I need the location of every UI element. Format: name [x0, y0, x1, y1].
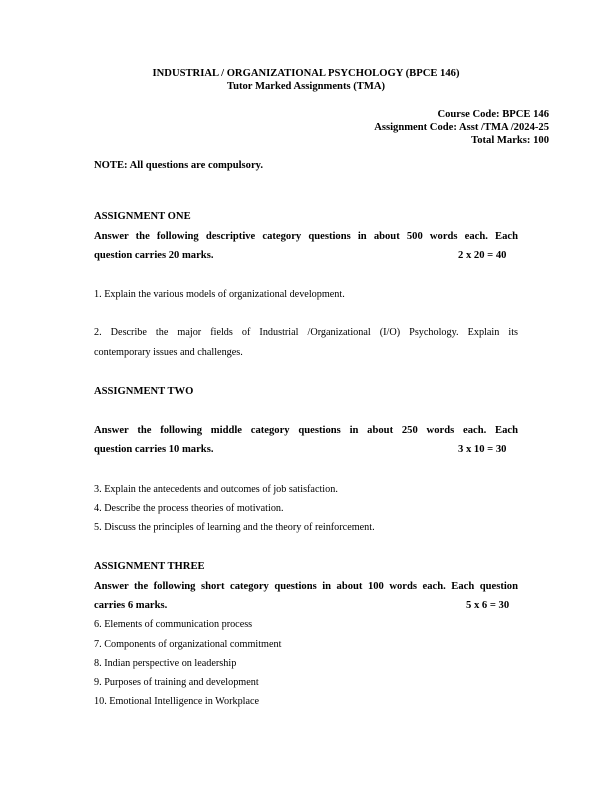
question-2-line2: contemporary issues and challenges.	[94, 347, 243, 358]
assignment-two-heading: ASSIGNMENT TWO	[94, 386, 194, 397]
assignment-code: Assignment Code: Asst /TMA /2024-25	[374, 122, 549, 133]
question-8: 8. Indian perspective on leadership	[94, 658, 237, 669]
question-6: 6. Elements of communication process	[94, 619, 253, 630]
assignment-one-instruction-line1: Answer the following descriptive category questions in about 500 words each. Each	[94, 231, 518, 242]
assignment-three-instruction-line2: carries 6 marks.	[94, 600, 168, 611]
assignment-two-instruction-line1: Answer the following middle category questions in about 250 words each. Each	[94, 425, 518, 436]
question-1: 1. Explain the various models of organizational development.	[94, 289, 345, 300]
document-title: INDUSTRIAL / ORGANIZATIONAL PSYCHOLOGY (BPCE 146)	[152, 68, 460, 79]
question-5: 5. Discuss the principles of learning and the theory of reinforcement.	[94, 522, 375, 533]
assignment-three-marks: 5 x 6 = 30	[466, 600, 510, 611]
assignment-one-marks: 2 x 20 = 40	[458, 250, 507, 261]
question-2-line1: 2. Describe the major fields of Industrial /Organizational (I/O) Psychology. Explain its	[94, 327, 518, 338]
question-7: 7. Components of organizational commitment	[94, 639, 282, 650]
assignment-three-heading: ASSIGNMENT THREE	[94, 561, 205, 572]
note-text: NOTE: All questions are compulsory.	[94, 160, 264, 171]
document-subtitle: Tutor Marked Assignments (TMA)	[226, 81, 386, 92]
assignment-three-instruction-line1: Answer the following short category questions in about 100 words each. Each question	[94, 581, 518, 592]
assignment-two-instruction-line2: question carries 10 marks.	[94, 444, 214, 455]
question-10: 10. Emotional Intelligence in Workplace	[94, 696, 260, 707]
question-9: 9. Purposes of training and development	[94, 677, 259, 688]
assignment-one-instruction-line2: question carries 20 marks.	[94, 250, 214, 261]
course-code: Course Code: BPCE 146	[437, 109, 549, 120]
assignment-one-heading: ASSIGNMENT ONE	[94, 211, 191, 222]
question-3: 3. Explain the antecedents and outcomes of job satisfaction.	[94, 484, 338, 495]
question-4: 4. Describe the process theories of motivation.	[94, 503, 284, 514]
total-marks: Total Marks: 100	[471, 135, 549, 146]
assignment-two-marks: 3 x 10 = 30	[458, 444, 507, 455]
